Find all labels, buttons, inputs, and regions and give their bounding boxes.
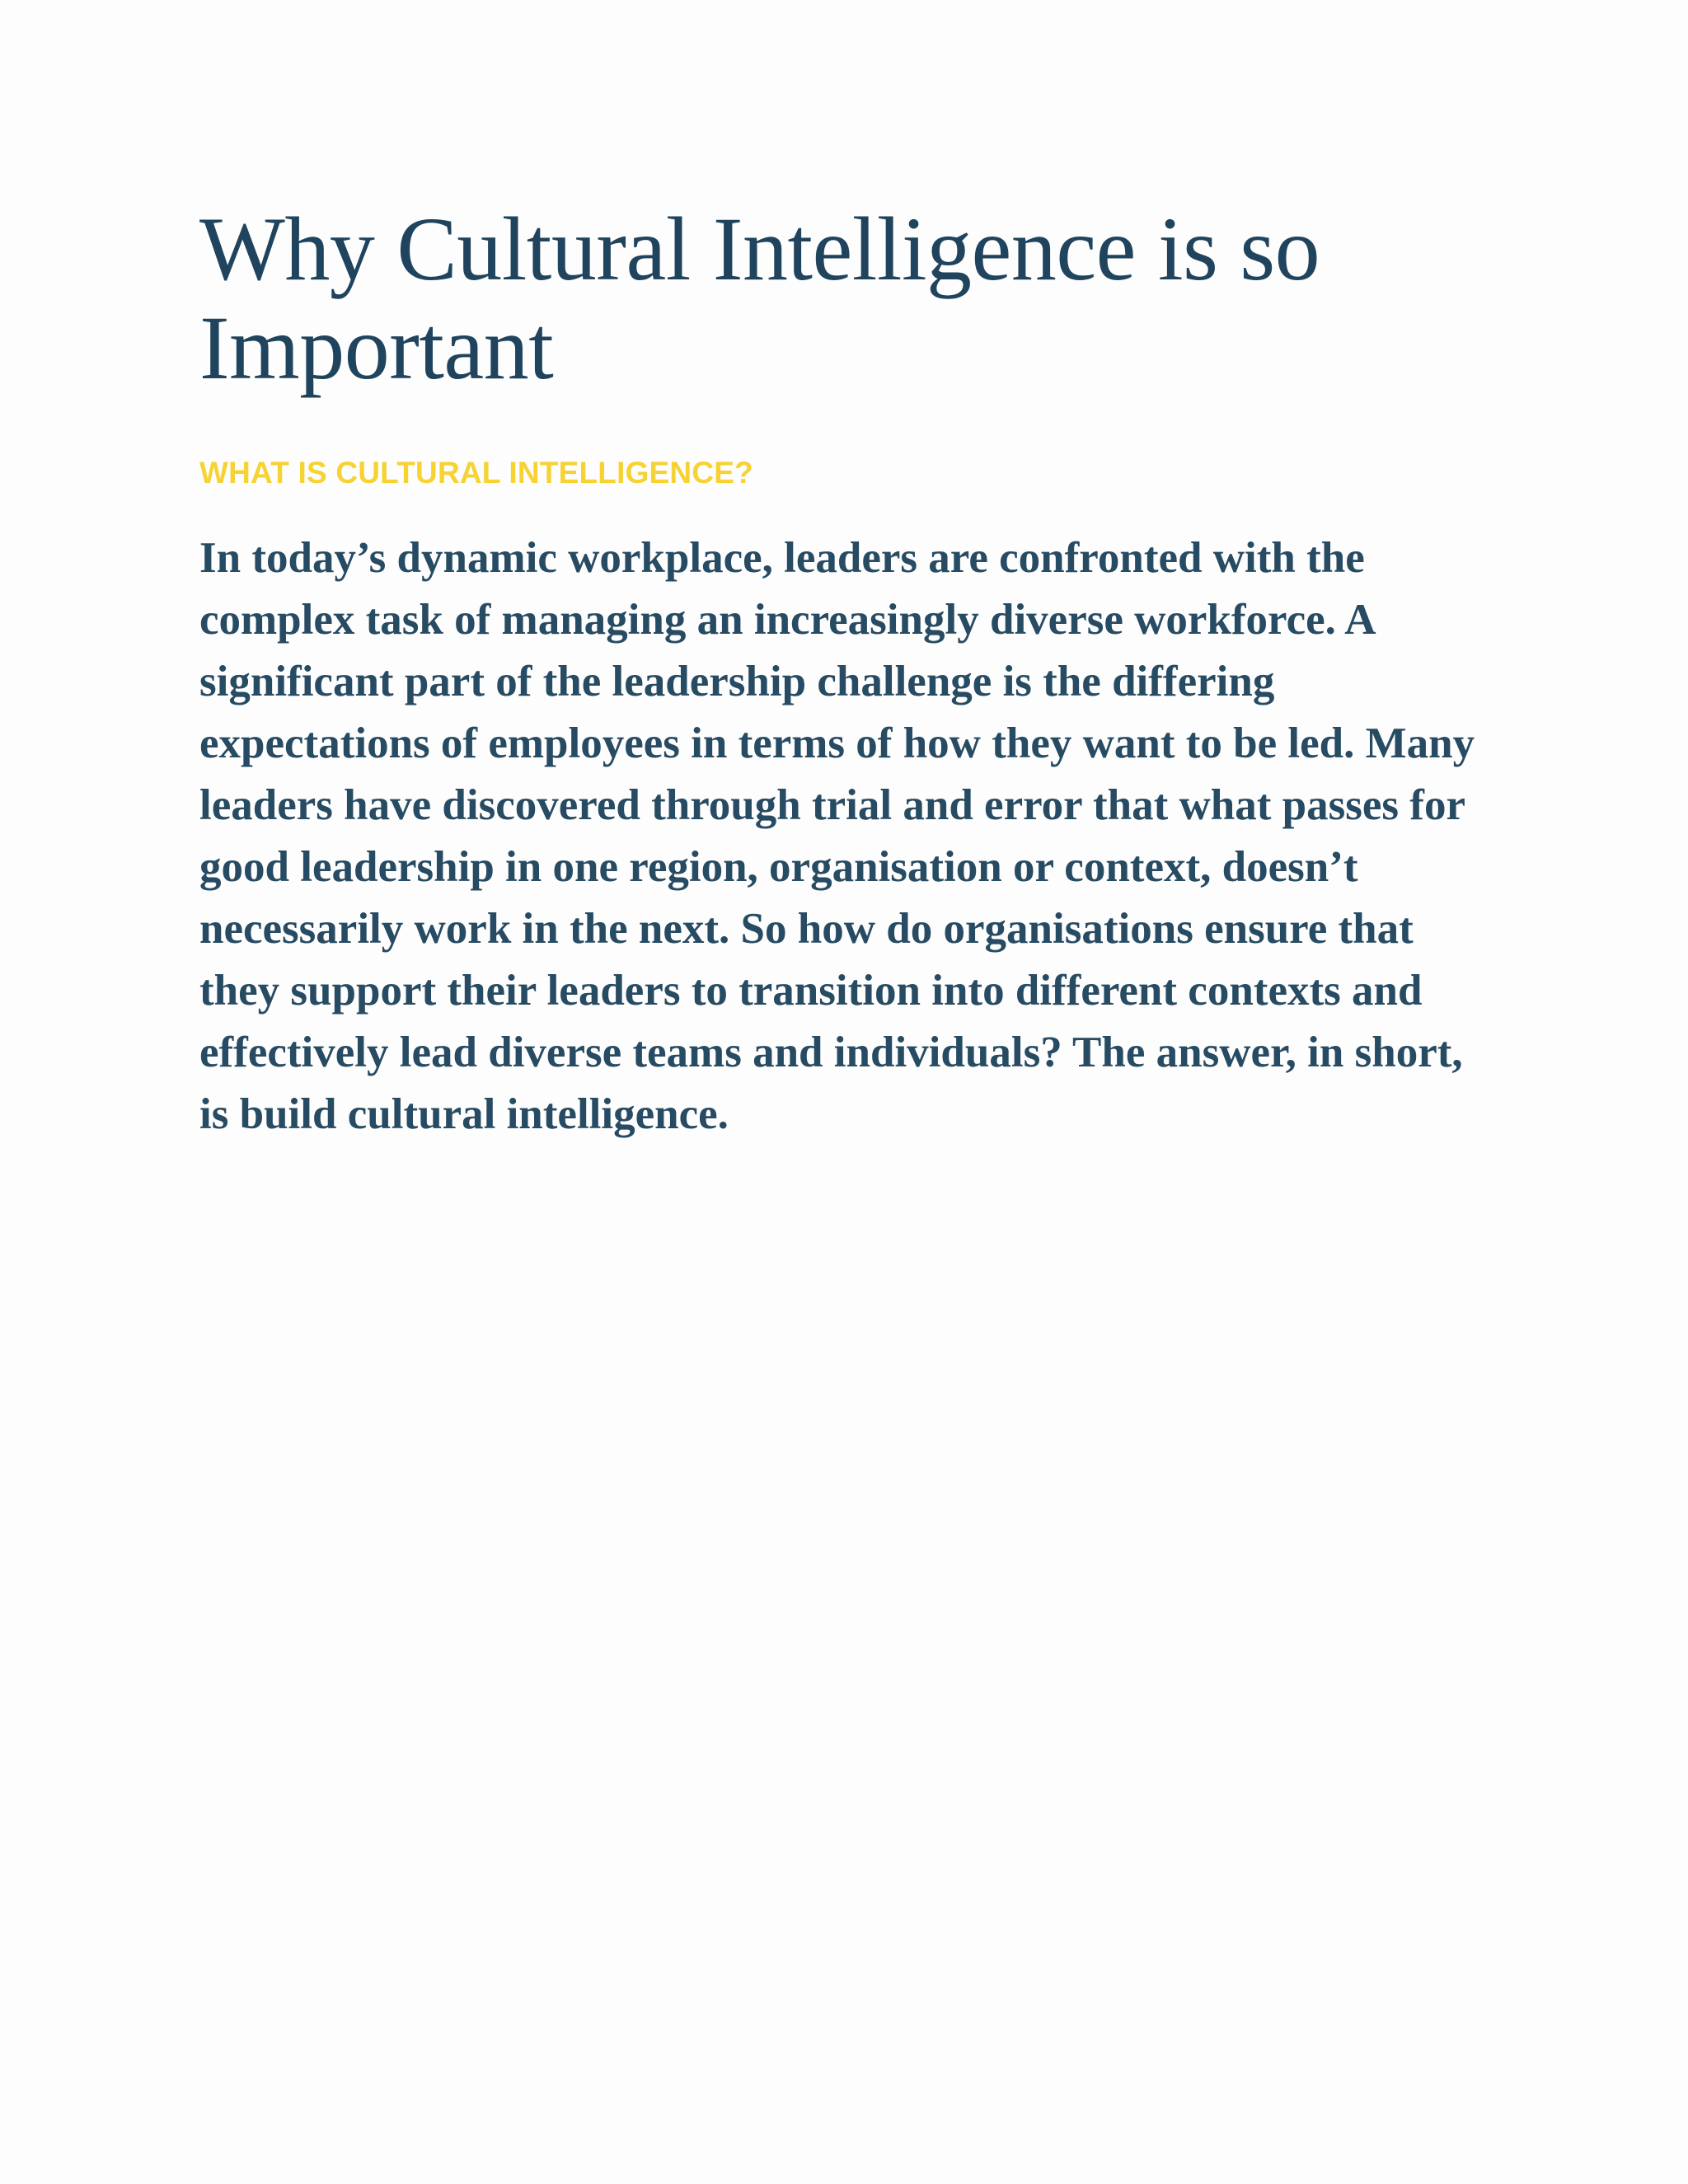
page-title: Why Cultural Intelligence is so Important <box>199 199 1320 398</box>
document-content <box>199 199 1485 1146</box>
body-paragraph: In today’s dynamic workplace, leaders are confronted with the complex task of managing an increasingly diverse workforce. A significant part of the leadership challenge is the differing expectations of employees in terms of how they want to be led. Many leaders have discovered through trial and error that what passes for good leadership in one region, organisation or context, doesn’t necessarily work in the next. So how do organisations ensure that they support their leaders to transition into different contexts and effectively lead diverse teams and individuals? The answer, in short, is build cultural intelligence. <box>199 534 1475 1138</box>
section-heading: WHAT IS CULTURAL INTELLIGENCE? <box>199 456 753 490</box>
